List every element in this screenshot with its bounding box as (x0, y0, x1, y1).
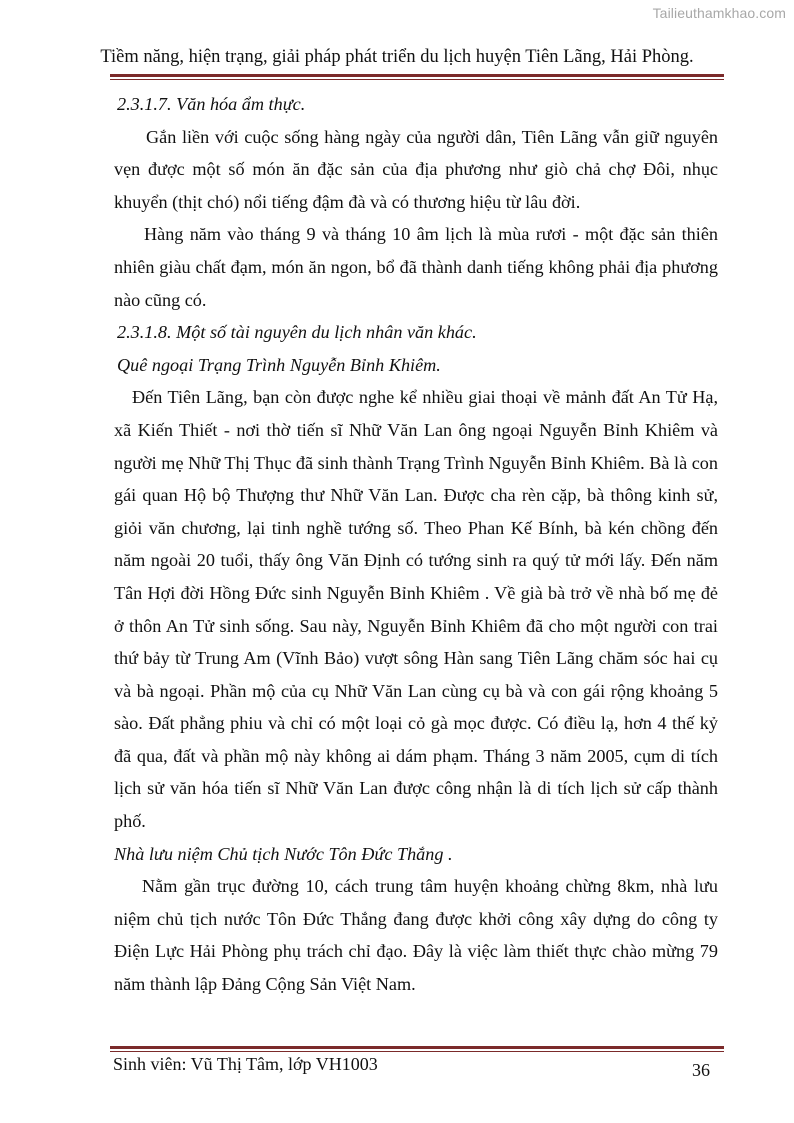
page-number: 36 (692, 1060, 710, 1080)
section-heading-2-3-1-8: 2.3.1.8. Một số tài nguyên du lịch nhân văn khác. (117, 322, 477, 343)
footer-divider-thin (110, 1051, 724, 1052)
footer-student: Sinh viên: Vũ Thị Tâm, lớp VH1003 (113, 1054, 378, 1074)
section-heading-2-3-1-7: 2.3.1.7. Văn hóa ẩm thực. (117, 94, 306, 114)
paragraph-ruoi-season: Hàng năm vào tháng 9 và tháng 10 âm lịch là mùa rươi - một đặc sản thiên nhiên giàu chất đạm, món ăn ngon, bổ đã thành danh tiếng không phải địa phương nào cũng có. (114, 224, 718, 310)
page-body (114, 88, 718, 1001)
watermark: Tailieuthamkhao.com (652, 5, 786, 21)
header-divider-thin (110, 79, 724, 80)
paragraph-memorial-house: Nằm gần trục đường 10, cách trung tâm huyện khoảng chừng 8km, nhà lưu niệm chủ tịch nước Tôn Đức Thắng đang được khởi công xây dựng do công ty Điện Lực Hải Phòng phụ trách chỉ đạo. Đây là việc làm thiết thực chào mừng 79 năm thành lập Đảng Cộng Sản Việt Nam. (114, 876, 718, 995)
running-header-title: Tiềm năng, hiện trạng, giải pháp phát triển du lịch huyện Tiên Lãng, Hải Phòng. (100, 47, 694, 67)
subheading-nha-luu-niem: Nhà lưu niệm Chủ tịch Nước Tôn Đức Thắng . (114, 843, 453, 864)
footer-divider (110, 1046, 724, 1049)
paragraph-an-tu-ha: Đến Tiên Lãng, bạn còn được nghe kể nhiều giai thoại về mảnh đất An Tử Hạ, xã Kiến Thiết - nơi thờ tiến sĩ Nhữ Văn Lan ông ngoại Nguyễn Bỉnh Khiêm và người mẹ Nhữ Thị Thục đã sinh thành Trạng Trình Nguyễn Bỉnh Khiêm. Bà là con gái quan Hộ bộ Thượng thư Nhữ Văn Lan. Được cha rèn cặp, bà thông kinh sử, giỏi văn chương, lại tinh nghề tướng số. Theo Phan Kế Bính, bà kén chồng đến năm ngoài 20 tuổi, thấy ông Văn Định có tướng sinh ra quý tử mới lấy. Đến năm Tân Hợi đời Hồng Đức sinh Nguyễn Bỉnh Khiêm . Về già bà trở về nhà bố mẹ đẻ ở thôn An Tử sinh sống. Sau này, Nguyễn Bỉnh Khiêm đã cho một người con trai thứ bảy từ Trung Am (Vĩnh Bảo) vượt sông Hàn sang Tiên Lãng chăm sóc hai cụ và bà ngoại. Phần mộ của cụ Nhữ Văn Lan cùng cụ bà và con gái rộng khoảng 5 sào. Đất phẳng phiu và chỉ có một loại cỏ gà mọc được. Có điều lạ, hơn 4 thế kỷ đã qua, đất và phần mộ này không ai dám phạm. Tháng 3 năm 2005, cụm di tích lịch sử văn hóa tiến sĩ Nhữ Văn Lan được công nhận là di tích lịch sử cấp thành phố. (114, 387, 718, 832)
header-divider (110, 74, 724, 77)
subheading-que-ngoai: Quê ngoại Trạng Trình Nguyễn Bỉnh Khiêm. (117, 354, 441, 375)
paragraph-food-specialties: Gắn liền với cuộc sống hàng ngày của người dân, Tiên Lãng vẫn giữ nguyên vẹn được một số món ăn đặc sản của địa phương như giò chả chợ Đôi, nhục khuyển (thịt chó) nổi tiếng đậm đà và có thương hiệu từ lâu đời. (114, 126, 718, 212)
